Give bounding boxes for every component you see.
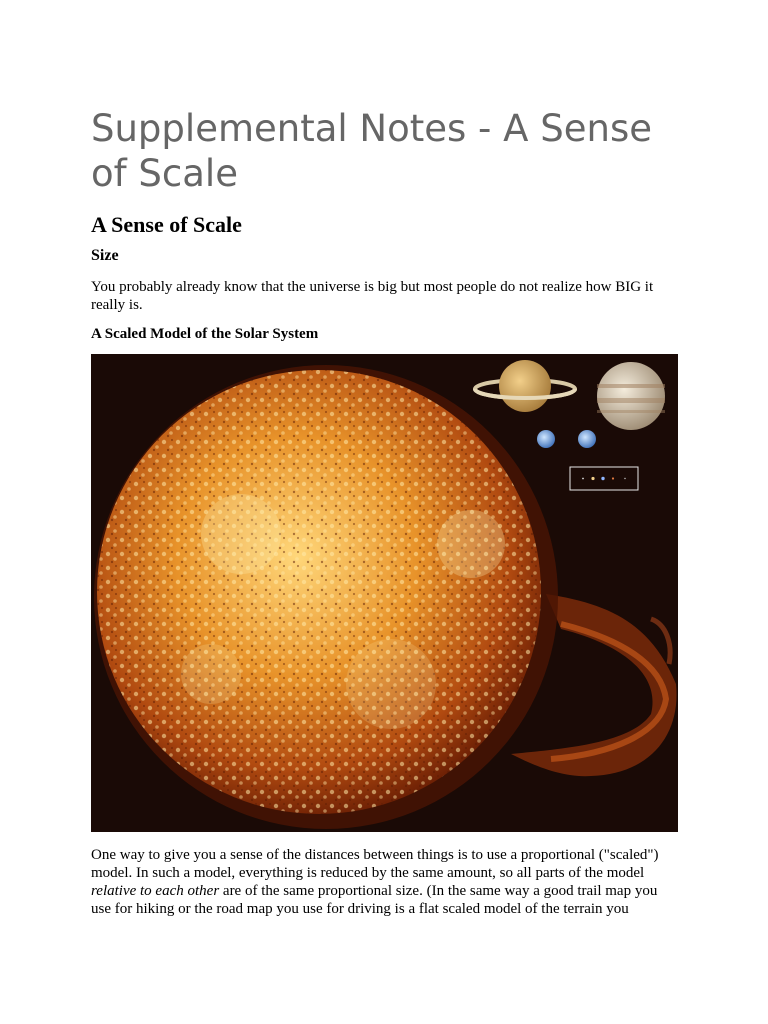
jupiter-icon	[597, 362, 665, 430]
paragraph-scaled-model	[91, 846, 679, 918]
sun-icon	[94, 365, 558, 829]
page-title: Supplemental Notes - A Sense of Scale	[91, 107, 652, 195]
section-heading: A Sense of Scale	[91, 212, 242, 237]
neptune-icon	[578, 430, 596, 448]
solar-system-illustration	[91, 354, 678, 832]
paragraph-scaled-model-italic: relative to each other	[91, 883, 220, 899]
figure-heading: A Scaled Model of the Solar System	[91, 326, 319, 342]
solar-system-figure	[91, 354, 678, 832]
subheading-size: Size	[91, 247, 119, 264]
paragraph-scaled-model-part1: One way to give you a sense of the distances between things is to use a proportional ("scaled") model. In such a model, everything is reduced by the same amount, so all parts of the model	[91, 847, 659, 881]
uranus-icon	[537, 430, 555, 448]
intro-paragraph: You probably already know that the universe is big but most people do not realize how BIG it really is.	[91, 279, 654, 313]
paragraph-scaled-model-part2: are of the same proportional size. (In the same way a good trail map you use for hiking or the road map you use for driving is a flat scaled model of the terrain you	[91, 883, 658, 917]
